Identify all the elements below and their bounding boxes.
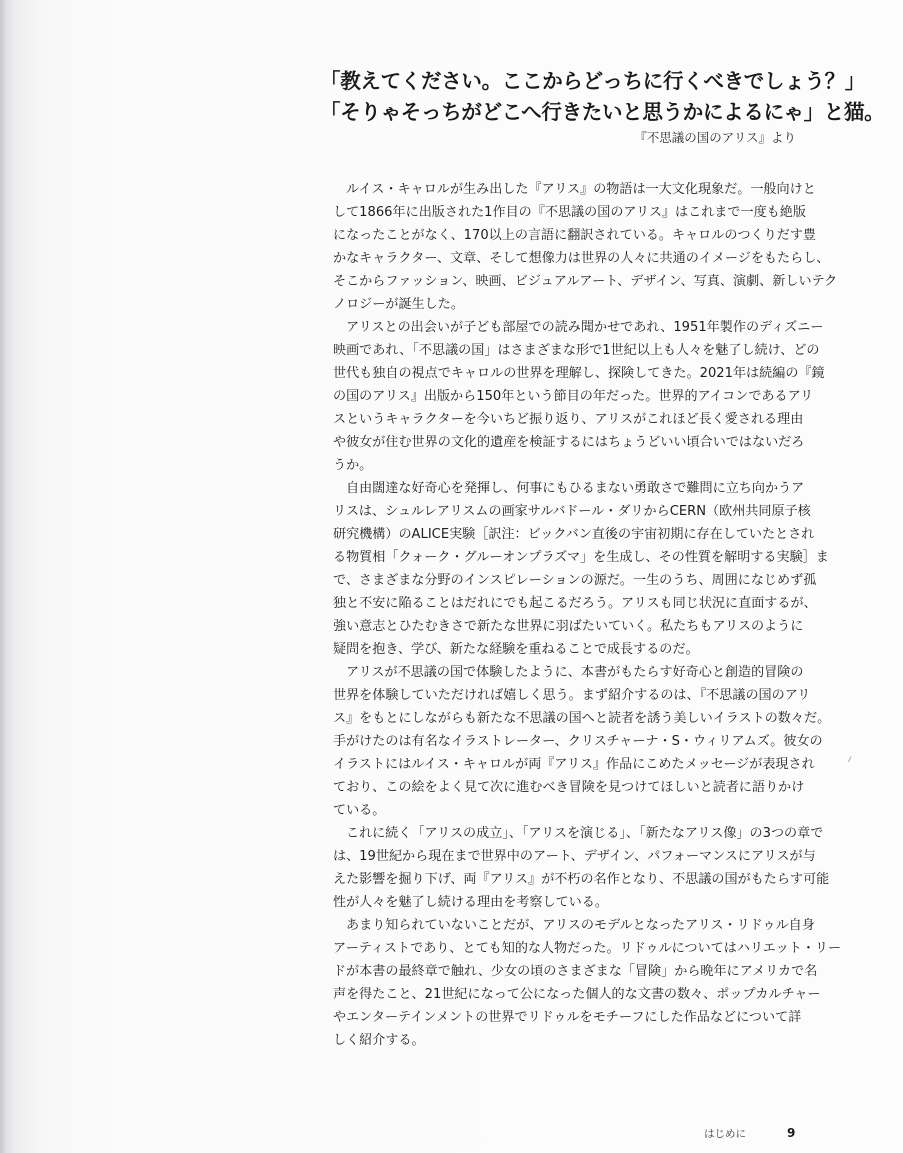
body-line: かなキャラクター、文章、そして想像力は世界の人々に共通のイメージをもたらし、 — [333, 251, 830, 266]
body-line: になったことがなく、170以上の言語に翻訳されている。キャロルのつくりだす豊 — [333, 228, 817, 243]
body-line: リスは、シュルレアリスムの画家サルバドール・ダリからCERN（欧州共同原子核 — [333, 504, 811, 519]
epigraph-line: 「そりゃそっちがどこへ行きたいと思うかによるにゃ」と猫。 — [320, 100, 885, 124]
page-gutter-shadow — [0, 0, 6, 1153]
paper-speck — [848, 756, 855, 764]
body-paragraph — [333, 178, 838, 316]
body-line: スというキャラクターを今いちど振り返り、アリスがこれほど長く愛される理由 — [333, 412, 804, 427]
body-line: る物質相「クォーク・グルーオンプラズマ」を生成し、その性質を解明する実験］ま — [333, 550, 829, 565]
body-line: 強い意志とひたむきさで新たな世界に羽ばたいていく。私たちもアリスのように — [333, 619, 804, 634]
body-line: ノロジーが誕生した。 — [333, 297, 464, 312]
body-line: やエンターテインメントの世界でリドゥルをモチーフにした作品などについて詳 — [333, 1010, 802, 1025]
body-line: 研究機構）のALICE実験［訳注：ビックバン直後の宇宙初期に存在していたとされ — [333, 527, 815, 542]
epigraph-line: 「教えてください。ここからどっちに行くべきでしょう？」 — [320, 69, 865, 93]
body-line: しく紹介する。 — [333, 1033, 425, 1048]
running-footer-section: はじめに — [704, 1128, 746, 1140]
body-paragraph — [333, 316, 825, 477]
body-line: や彼女が住む世界の文化的遺産を検証するにはちょうどいい頃合いではないだろ — [333, 435, 805, 450]
body-line: これに続く「アリスの成立」、「アリスを演じる」、「新たなアリス像」の3つの章で — [346, 826, 824, 841]
page-number: 9 — [787, 1126, 796, 1140]
body-line: 疑問を抱き、学び、新たな経験を重ねることで成長するのだ。 — [333, 642, 699, 657]
body-paragraph — [333, 822, 830, 914]
body-line: ている。 — [333, 803, 386, 818]
body-line: 世界を体験していただければ嬉しく思う。まず紹介するのは、『不思議の国のアリ — [333, 688, 811, 703]
body-text — [333, 178, 842, 1052]
body-line: 性が人々を魅了し続ける理由を考察している。 — [333, 895, 608, 910]
body-line: イラストにはルイス・キャロルが両『アリス』作品にこめたメッセージが表現され — [333, 757, 815, 772]
body-paragraph — [333, 661, 831, 822]
body-line: アーティストであり、とても知的な人物だった。リドゥルについてはハリエット・リー — [333, 941, 842, 956]
body-line: アリスとの出会いが子ども部屋での読み聞かせであれ、1951年製作のディズニー — [346, 320, 824, 335]
body-line: えた影響を掘り下げ、両『アリス』が不朽の名作となり、不思議の国がもたらす可能 — [333, 872, 830, 887]
body-line: は、19世紀から現在まで世界中のアート、デザイン、パフォーマンスにアリスが与 — [333, 849, 816, 864]
body-line: 自由闊達な好奇心を発揮し、何事にもひるまない勇敢さで難問に立ち向かうア — [346, 481, 805, 496]
body-line: 手がけたのは有名なイラストレーター、クリスチャーナ・S・ウィリアムズ。彼女の — [333, 734, 823, 749]
epigraph-source: 『不思議の国のアリス』より — [634, 130, 796, 145]
epigraph-quote — [320, 66, 885, 128]
body-paragraph — [333, 914, 842, 1052]
body-line: で、さまざまな分野のインスピレーションの源だ。一生のうち、周囲になじめず孤 — [333, 573, 817, 588]
body-line: あまり知られていないことだが、アリスのモデルとなったアリス・リドゥル自身 — [346, 918, 815, 933]
body-line: うか。 — [333, 458, 373, 473]
body-line: ドが本書の最終章で触れ、少女の頃のさまざまな「冒険」から晩年にアメリカで名 — [333, 964, 818, 979]
body-line: ス』をもとにしながらも新たな不思議の国へと読者を誘う美しいイラストの数々だ。 — [333, 711, 831, 726]
body-paragraph — [333, 477, 829, 661]
body-line: アリスが不思議の国で体験したように、本書がもたらす好奇心と創造的冒険の — [346, 665, 804, 680]
body-line: の国のアリス』出版から150年という節目の年だった。世界的アイコンであるアリ — [333, 389, 814, 404]
body-line: ルイス・キャロルが生み出した『アリス』の物語は一大文化現象だ。一般向けと — [346, 182, 816, 197]
body-line: 世代も独自の視点でキャロルの世界を理解し、探険してきた。2021年は続編の『鏡 — [333, 366, 825, 381]
body-line: 独と不安に陥ることはだれにでも起こるだろう。アリスも同じ状況に直面するが、 — [333, 596, 817, 611]
body-line: して1866年に出版された1作目の『不思議の国のアリス』はこれまで一度も絶版 — [333, 205, 806, 220]
body-line: 映画であれ、「不思議の国」はさまざまな形で1世紀以上も人々を魅了し続け、どの — [333, 343, 820, 358]
body-line: そこからファッション、映画、ビジュアルアート、デザイン、写真、演劇、新しいテク — [333, 274, 838, 289]
body-line: ており、この絵をよく見て次に進むべき冒険を見つけてほしいと読者に語りかけ — [333, 780, 805, 795]
body-line: 声を得たこと、21世紀になって公になった個人的な文書の数々、ポップカルチャー — [333, 987, 821, 1002]
